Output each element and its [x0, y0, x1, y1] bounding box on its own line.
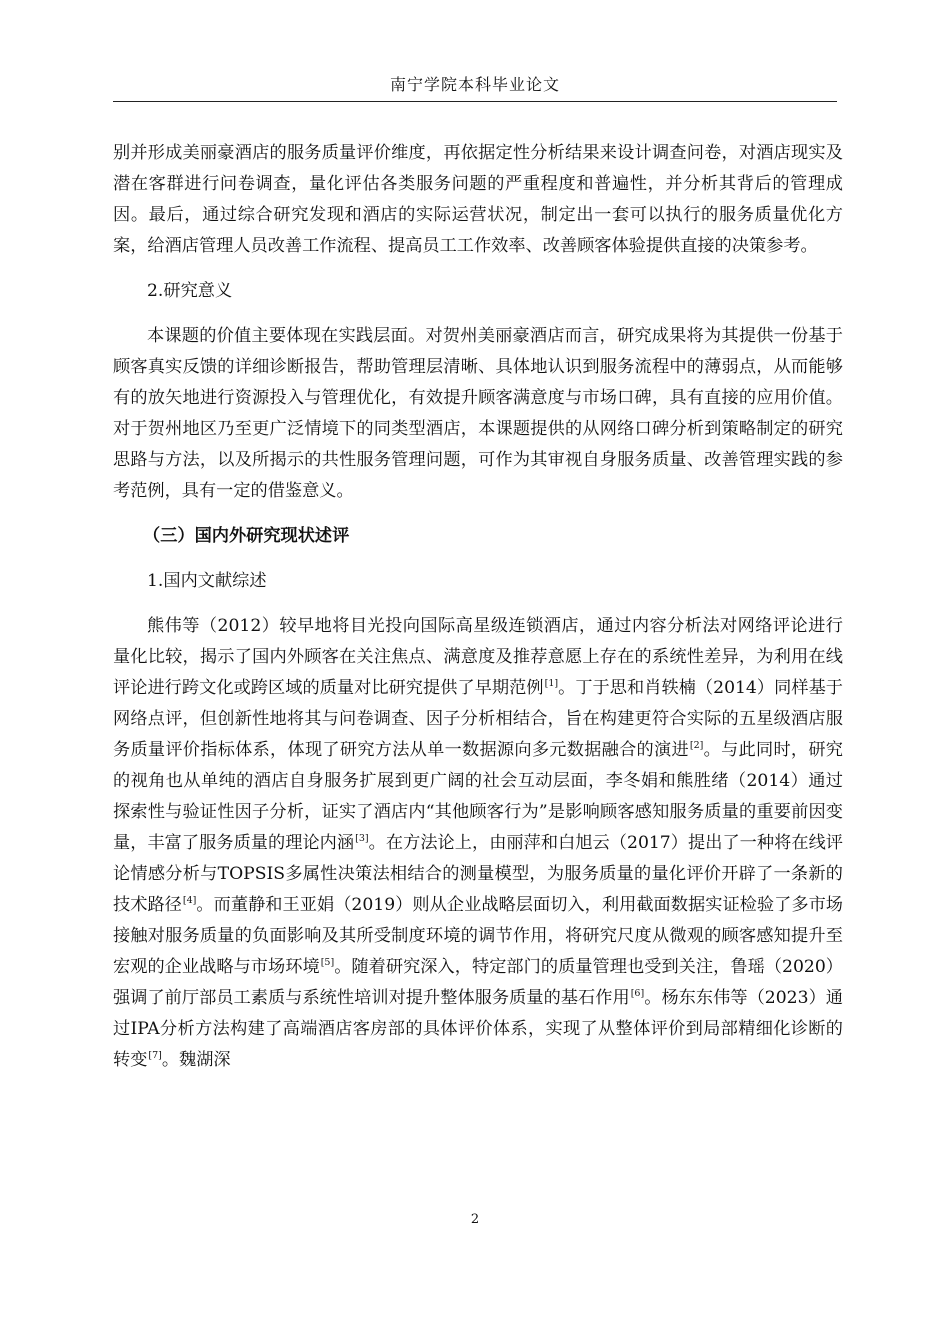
spacer [113, 262, 843, 276]
sentence-3: 。与此同时，研究的视角也从单纯的酒店自身服务扩展到更广阔的社会互动层面，李冬娟和熊胜绪（2014）通过探索性与验证性因子分析，证实了酒店内“其他顾客行为”是影响顾客感知服务质量的重要前因变量，丰富了服务质量的理论内涵 [113, 740, 843, 853]
sentence-6: 。随着研究深入，特定部门的质量管理也受到关注，鲁瑶（2020）强调了前厅部员工素质与系统性培训对提升整体服务质量的基石作用 [113, 957, 843, 1008]
sentence-5: 。而董静和王亚娟（2019）则从企业战略层面切入，利用截面数据实证检验了多市场接触对服务质量的负面影响及其所受制度环境的调节作用，将研究尺度从微观的顾客感知提升至宏观的企业战略与市场环境 [113, 895, 843, 977]
citation-6[interactable]: [6] [630, 988, 645, 999]
subheading-domestic-literature: 1.国内文献综述 [147, 571, 267, 591]
sentence-8: 。魏湖深 [161, 1050, 231, 1070]
sentence-2: 。丁于思和肖轶楠（2014）同样基于网络点评，但创新性地将其与问卷调查、因子分析相结合，旨在构建更符合实际的五星级酒店服务质量评价指标体系，体现了研究方法从单一数据源向多元数据融合的演进 [113, 678, 843, 760]
paragraph-domestic-literature [113, 611, 843, 1076]
body-text [113, 138, 843, 1076]
spacer [113, 597, 843, 611]
citation-2[interactable]: [2] [689, 740, 704, 751]
section-heading-literature-review: （三）国内外研究现状述评 [143, 526, 350, 546]
header-rule [113, 101, 837, 102]
sentence-1: 熊伟等（2012）较早地将目光投向国际高星级连锁酒店，通过内容分析法对网络评论进行量化比较，揭示了国内外顾客在关注焦点、满意度及推荐意愿上存在的系统性差异，为利用在线评论进行跨文化或跨区域的质量对比研究提供了早期范例 [113, 616, 843, 698]
citation-3[interactable]: [3] [355, 833, 369, 844]
paragraph-research-significance: 本课题的价值主要体现在实践层面。对贺州美丽豪酒店而言，研究成果将为其提供一份基于顾客真实反馈的详细诊断报告，帮助管理层清晰、具体地认识到服务流程中的薄弱点，从而能够有的放矢地进行资源投入与管理优化，有效提升顾客满意度与市场口碑，具有直接的应用价值。对于贺州地区乃至更广泛情境下的同类型酒店，本课题提供的从网络口碑分析到策略制定的研究思路与方法，以及所揭示的共性服务管理问题，可作为其审视自身服务质量、改善管理实践的参考范例，具有一定的借鉴意义。 [113, 326, 843, 501]
spacer [113, 552, 843, 566]
page-number: 2 [470, 1212, 480, 1227]
sentence-7: 。杨东东伟等（2023）通过IPA分析方法构建了高端酒店客房部的具体评价体系，实现了从整体评价到局部精细化诊断的转变 [113, 988, 843, 1070]
citation-5[interactable]: [5] [320, 957, 335, 968]
citation-1[interactable]: [1] [544, 678, 559, 689]
running-header: 南宁学院本科毕业论文 [389, 75, 560, 94]
citation-4[interactable]: [4] [182, 895, 197, 906]
paragraph-methods-continued: 别并形成美丽豪酒店的服务质量评价维度，再依据定性分析结果来设计调查问卷，对酒店现实及潜在客群进行问卷调查，量化评估各类服务问题的严重程度和普遍性，并分析其背后的管理成因。最后，通过综合研究发现和酒店的实际运营状况，制定出一套可以执行的服务质量优化方案，给酒店管理人员改善工作流程、提高员工工作效率、改善顾客体验提供直接的决策参考。 [113, 143, 843, 256]
spacer [113, 507, 843, 521]
sentence-4: 。在方法论上，由丽萍和白旭云（2017）提出了一种将在线评论情感分析与TOPSIS多属性决策法相结合的测量模型，为服务质量的量化评价开辟了一条新的技术路径 [113, 833, 843, 915]
citation-7[interactable]: [7] [148, 1050, 162, 1061]
subheading-research-significance: 2.研究意义 [147, 281, 233, 301]
spacer [113, 307, 843, 321]
